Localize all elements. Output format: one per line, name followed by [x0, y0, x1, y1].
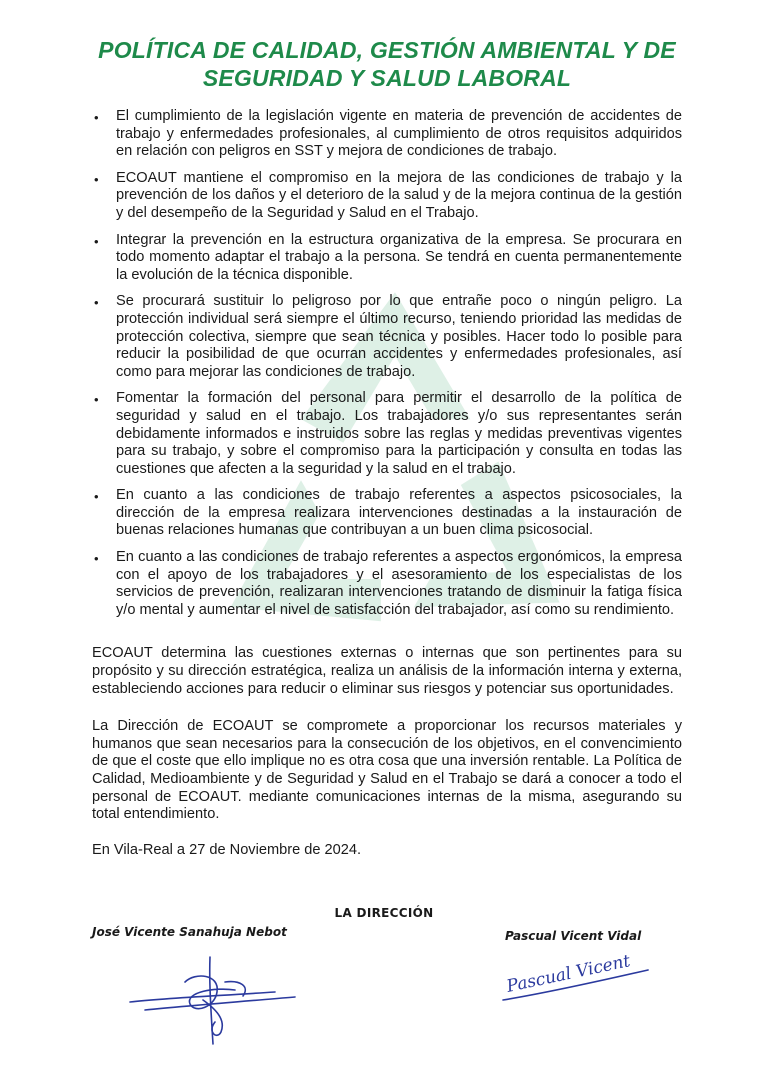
list-item — [94, 169, 682, 223]
list-item-text: En cuanto a las condiciones de trabajo referentes a aspectos ergonómicos, la empresa con el apoyo de los trabajadores y el asesoramiento de los especialistas de los servicios de prevención, realizaran intervenciones tratando de disminuir la fatiga física y/o mental y aumentar el nivel de satisfacción del trabajador, así como su rendimiento. — [116, 549, 682, 618]
list-item-text: El cumplimiento de la legislación vigente en materia de prevención de accidentes de trabajo y enfermedades profesionales, al cumplimiento de otros requisitos adquiridos en relación con peligros en SST y mejora de condiciones de trabajo. — [116, 108, 682, 160]
signature-heading: LA DIRECCIÓN — [334, 906, 434, 920]
bullet-icon: • — [94, 551, 99, 567]
list-item — [94, 390, 682, 478]
page-title — [92, 36, 682, 92]
right-signature-icon — [498, 950, 658, 1010]
list-item-text: Integrar la prevención en la estructura organizativa de la empresa. Se procurara en todo momento adaptar el trabajo a la persona. Se tendrá en cuenta permanentemente la evolución de la técnica disponible. — [116, 231, 682, 283]
policy-commitments-list — [92, 108, 682, 619]
bullet-icon: • — [94, 110, 99, 125]
bullet-icon: • — [94, 233, 99, 249]
list-item-text: ECOAUT mantiene el compromiso en la mejora de las condiciones de trabajo y la prevención de los daños y el deterioro de la salud y de la mejora continua de la gestión y del desempeño de la Seguridad y Salud en el Trabajo. — [116, 169, 682, 221]
list-item-text: Se procurará sustituir lo peligroso por lo que entrañe poco o ningún peligro. La protección individual será siempre el último recurso, teniendo prioridad las medidas de protección colectiva, siempre que sean técnica y posibles. Hacer todo lo posible para reducir la posibilidad de que ocurran accidentes y enfermedades profesionales, así como para mejorar las condiciones de trabajo. — [116, 293, 682, 380]
list-item — [94, 231, 682, 285]
list-item-text: En cuanto a las condiciones de trabajo referentes a aspectos psicosociales, la dirección de la empresa realizara intervenciones destinadas a la instauración de buenas relaciones humanas que contribuyan a un buen clima psicosocial. — [116, 487, 682, 539]
title-line-2: SEGURIDAD Y SALUD LABORAL — [202, 65, 572, 91]
bullet-icon: • — [94, 489, 99, 505]
list-item-text: Fomentar la formación del personal para permitir el desarrollo de la política de seguridad y salud en el trabajo. Los trabajadores y/o sus representantes serán debidamente informados e instruidos sobre las reglas y medidas preventivas vigentes para su trabajo, y sobre el compromiso para la participación y consulta en todas las cuestiones que afecten a la seguridad y la salud en el trabajo. — [116, 390, 682, 477]
signatory-right-name: Pascual Vicent Vidal — [505, 929, 642, 943]
context-paragraph: ECOAUT determina las cuestiones externas o internas que son pertinentes para su propósito y su dirección estratégica, realiza un análisis de la información interna y externa, estableciendo acciones para reducir o eliminar sus riesgos y potenciar sus oportunidades. — [92, 645, 682, 697]
bullet-icon: • — [94, 171, 99, 187]
list-item — [94, 293, 682, 381]
list-item — [94, 549, 682, 619]
bullet-icon: • — [94, 295, 99, 311]
commitment-paragraph: La Dirección de ECOAUT se compromete a proporcionar los recursos materiales y humanos que sean necesarios para la consecución de los objetivos, en el convencimiento de que el coste que ello implique no es otra cosa que una inversión rentable. La Política de Calidad, Medioambiente y de Seguridad y Salud en el Trabajo se dará a conocer a todo el personal de ECOAUT. mediante comunicaciones internas de la misma, asegurando su total entendimiento. — [92, 718, 682, 823]
list-item — [94, 487, 682, 540]
title-line-1: POLÍTICA DE CALIDAD, GESTIÓN AMBIENTAL Y DE — [98, 37, 676, 63]
date-line: En Vila-Real a 27 de Noviembre de 2024. — [92, 841, 362, 858]
bullet-icon: • — [94, 392, 99, 408]
right-signature-handwriting: Pascual Vicent — [504, 951, 633, 997]
signatory-left-name: José Vicente Sanahuja Nebot — [92, 925, 287, 939]
list-item — [94, 108, 682, 161]
left-signature-icon — [125, 952, 325, 1047]
